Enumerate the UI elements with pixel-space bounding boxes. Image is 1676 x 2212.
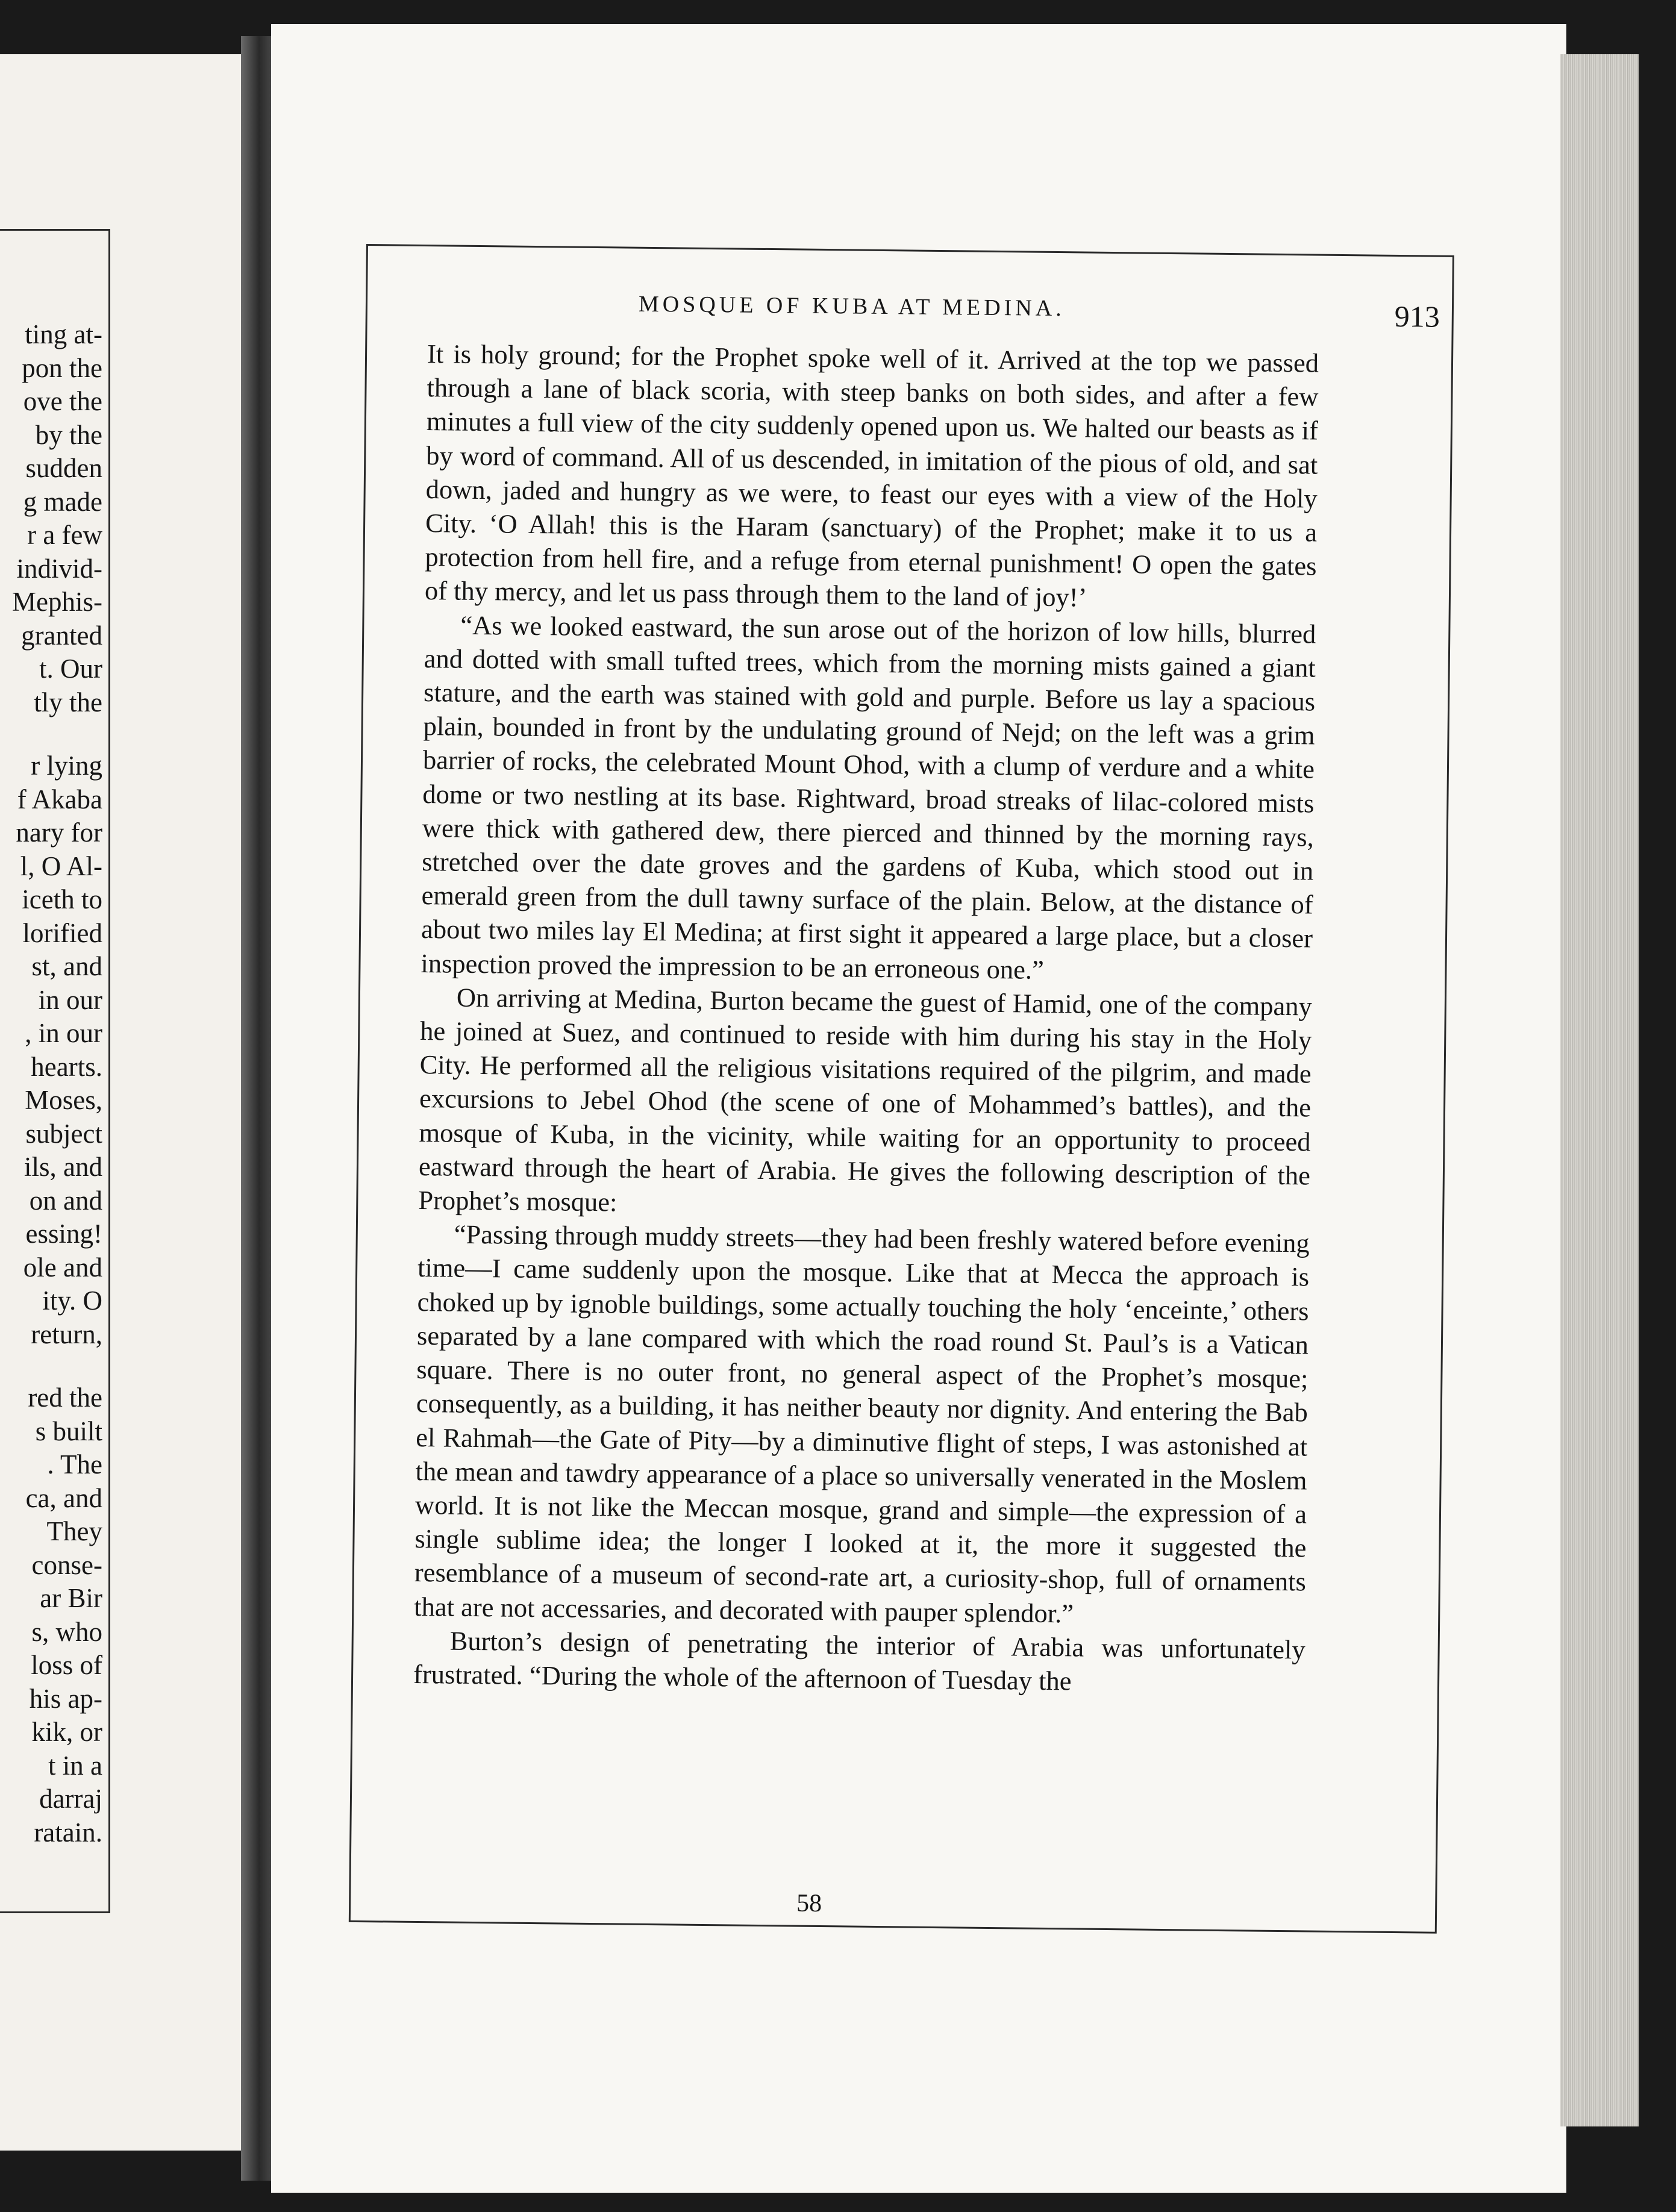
body-text xyxy=(413,337,1319,1701)
left-page-line: in our xyxy=(38,984,102,1015)
signature-mark: 58 xyxy=(796,1889,822,1918)
paragraph: “As we looked eastward, the sun arose out of the horizon of low hills, blurred and dotted with small tufted trees, which from the morning mists gained a giant stature, and the earth was stained with gold and purple. Before us lay a spacious plain, bounded in front by the undulating ground of Nejd; on the left was a grim barrier of rocks, the celebrated Mount Ohod, with a clump of verdure and a white dome or two nestling at its base. Rightward, broad streaks of lilac-colored mists were thick with gathered dew, there pierced and thinned by the morning rays, stretched over the date groves and the gardens of Kuba, which stood out in emerald green from the dull tawny surface of the plain. Below, at the distance of about two miles lay El Medina; at first sight it appeared a large place, but a closer inspection proved the impression to be an erroneous one.” xyxy=(421,610,1316,985)
left-page-line: Moses, xyxy=(25,1085,102,1115)
left-page-line: , in our xyxy=(25,1018,102,1048)
left-page-line: t. Our xyxy=(39,654,102,684)
paragraph: It is holy ground; for the Prophet spoke well of it. Arrived at the top we passed through a lane of black scoria, with steep banks on both sides, and after a few minutes a full view of the city suddenly opened upon us. We halted our beasts as if by word of command. All of us descended, in imitation of the pious of old, and sat down, jaded and hungry as we were, to feast our eyes with a view of the Holy City. ‘O Allah! this is the Haram (sanctuary) of the Prophet; make it to us a protection from hell fire, and a refuge from eternal punishment! O open the gates of thy mercy, and let us pass through them to the land of joy!’ xyxy=(424,339,1319,613)
left-page-line: conse- xyxy=(31,1549,102,1580)
left-page-line: sudden xyxy=(25,453,102,483)
left-page-line: ting at- xyxy=(25,319,102,349)
left-page-line: They xyxy=(46,1516,102,1546)
left-page-line: ils, and xyxy=(24,1152,102,1182)
left-page-line: t in a xyxy=(48,1750,102,1781)
left-page-line: tly the xyxy=(34,687,102,717)
left-page-text-column xyxy=(0,229,110,1913)
left-page-line: ca, and xyxy=(25,1482,102,1513)
left-page-line: ove the xyxy=(23,386,102,416)
left-page-line: subject xyxy=(25,1118,102,1149)
left-page-line: loss of xyxy=(31,1650,102,1680)
left-page-line: r lying xyxy=(31,751,102,781)
left-page-line: ar Bir xyxy=(40,1583,102,1613)
left-page-line: individ- xyxy=(16,553,102,584)
left-page-line: st, and xyxy=(31,951,102,981)
left-page-line: his ap- xyxy=(29,1683,102,1714)
left-page-line: ratain. xyxy=(34,1817,102,1848)
running-head: MOSQUE OF KUBA AT MEDINA. xyxy=(638,291,1065,322)
left-page-line: iceth to xyxy=(22,884,102,914)
left-page-line: kik, or xyxy=(31,1717,102,1747)
left-page-line: g made xyxy=(23,486,102,517)
left-page-line: red the xyxy=(28,1382,102,1413)
left-page-line: hearts. xyxy=(31,1051,102,1082)
left-page-line: . The xyxy=(47,1449,102,1479)
left-page-line: r a few xyxy=(27,520,102,550)
book-gutter xyxy=(241,36,271,2181)
left-page-line: ole and xyxy=(23,1252,102,1283)
left-page-line: on and xyxy=(29,1185,102,1216)
page-number: 913 xyxy=(1394,299,1440,334)
left-page-line: darraj xyxy=(39,1784,102,1814)
paragraph: Burton’s design of penetrating the interior of Arabia was unfortunately frustrated. “During the whole of the afternoon of Tuesday the xyxy=(413,1625,1305,1696)
left-page-line: s, who xyxy=(31,1616,102,1647)
left-page-line: granted xyxy=(21,620,102,651)
left-page-line: essing! xyxy=(25,1219,102,1249)
left-page-line: l, O Al- xyxy=(20,851,102,881)
left-page-line: return, xyxy=(31,1319,102,1349)
left-page-line: Mephis- xyxy=(12,587,102,617)
left-page-line: lorified xyxy=(22,917,102,948)
page-edges xyxy=(1560,54,1639,2126)
paragraph: “Passing through muddy streets—they had been freshly watered before evening time—I came suddenly upon the mosque. Like that at Mecca the approach is choked up by ignoble buildings, some actually touching the holy ‘enceinte,’ others separated by a lane compared with which the road round St. Paul’s is a Vatican square. There is no outer front, no general aspect of the Prophet’s mosque; consequently, as a building, it has neither beauty nor dignity. And entering the Bab el Rahmah—the Gate of Pity—by a diminutive flight of steps, I was astonished at the mean and tawdry appearance of a place so universally venerated in the Moslem world. It is not like the Meccan mosque, grand and simple—the expression of a single sublime idea; the longer I looked at it, the more it suggested the resemblance of a museum of second-rate art, a curiosity-shop, full of ornaments that are not accessaries, and decorated with pauper splendor.” xyxy=(414,1219,1310,1628)
left-page-line: pon the xyxy=(22,352,102,383)
left-page-line: by the xyxy=(35,419,102,450)
left-page-line: s built xyxy=(35,1416,102,1446)
left-page-line: f Akaba xyxy=(17,784,102,814)
left-page-line: nary for xyxy=(16,817,102,848)
paragraph: On arriving at Medina, Burton became the guest of Hamid, one of the company he joined at Suez, and continued to reside with him during his stay in the Holy City. He performed all the religious visitations required of the pilgrim, and made excursions to Jebel Ohod (the scene of one of Mohammed’s battles), and the mosque of Kuba, in the vicinity, while waiting for an opportunity to proceed eastward through the heart of Arabia. He gives the following description of the Prophet’s mosque: xyxy=(418,982,1313,1217)
page-text-frame xyxy=(349,244,1454,1934)
left-page-line: ity. O xyxy=(42,1286,102,1316)
